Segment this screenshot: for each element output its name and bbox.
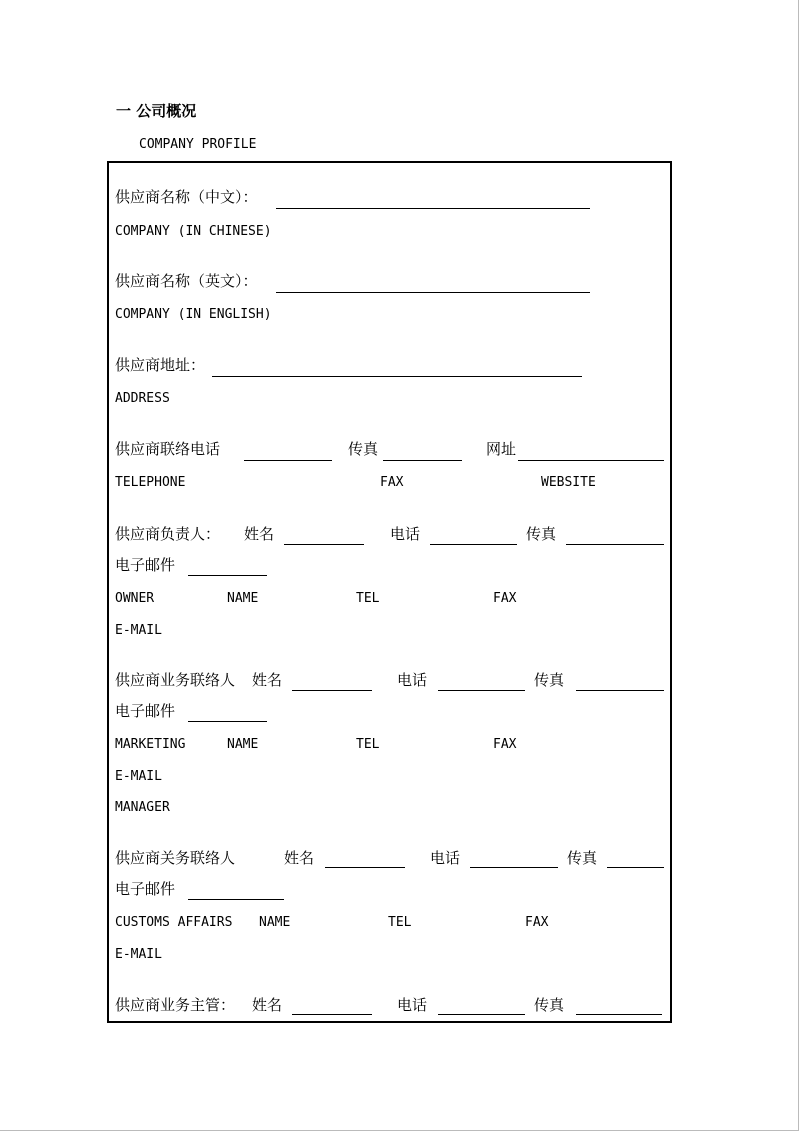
company-en-en-label: COMPANY (IN ENGLISH)	[115, 307, 272, 322]
owner-tel-label: 电话	[390, 525, 421, 543]
owner-fax-field[interactable]	[566, 544, 664, 545]
owner-name-en-label: NAME	[227, 591, 259, 606]
customs-tel-field[interactable]	[470, 867, 558, 868]
customs-email-label: 电子邮件	[115, 880, 176, 898]
company-en-field[interactable]	[276, 292, 590, 293]
marketing-fax-en-label: FAX	[493, 737, 517, 752]
owner-en-label: OWNER	[115, 591, 155, 606]
owner-name-label: 姓名	[244, 525, 275, 543]
supervisor-fax-label: 传真	[534, 996, 565, 1014]
marketing-name-field[interactable]	[292, 690, 372, 691]
owner-fax-en-label: FAX	[493, 591, 517, 606]
fax-field[interactable]	[383, 460, 462, 461]
telephone-en-label: TELEPHONE	[115, 475, 186, 490]
address-field[interactable]	[212, 376, 582, 377]
customs-fax-en-label: FAX	[525, 915, 549, 930]
marketing-label: 供应商业务联络人	[115, 671, 236, 689]
owner-email-label: 电子邮件	[115, 556, 176, 574]
company-profile-form	[107, 161, 672, 1023]
marketing-email-en-label: E-MAIL	[115, 769, 162, 784]
address-en-label: ADDRESS	[115, 391, 170, 406]
customs-tel-label: 电话	[430, 849, 461, 867]
customs-name-en-label: NAME	[259, 915, 291, 930]
section-title: 一 公司概况	[116, 102, 197, 120]
website-label: 网址	[486, 440, 517, 458]
company-en-label: 供应商名称（英文）：	[115, 272, 258, 290]
owner-fax-label: 传真	[526, 525, 557, 543]
owner-tel-field[interactable]	[430, 544, 517, 545]
supervisor-label: 供应商业务主管：	[115, 996, 236, 1014]
customs-email-field[interactable]	[188, 899, 284, 900]
supervisor-tel-field[interactable]	[438, 1014, 525, 1015]
company-cn-label: 供应商名称（中文）：	[115, 188, 258, 206]
marketing-name-en-label: NAME	[227, 737, 259, 752]
section-subtitle: COMPANY PROFILE	[139, 137, 257, 152]
marketing-en-label: MARKETING	[115, 737, 186, 752]
company-cn-en-label: COMPANY (IN CHINESE)	[115, 224, 272, 239]
owner-label: 供应商负责人：	[115, 525, 221, 543]
customs-email-en-label: E-MAIL	[115, 947, 162, 962]
customs-label: 供应商关务联络人	[115, 849, 236, 867]
customs-name-label: 姓名	[284, 849, 315, 867]
marketing-tel-field[interactable]	[438, 690, 525, 691]
marketing-name-label: 姓名	[252, 671, 283, 689]
customs-fax-label: 传真	[567, 849, 598, 867]
customs-name-field[interactable]	[325, 867, 405, 868]
supervisor-name-field[interactable]	[292, 1014, 372, 1015]
telephone-label: 供应商联络电话	[115, 440, 221, 458]
marketing-tel-label: 电话	[397, 671, 428, 689]
marketing-tel-en-label: TEL	[356, 737, 380, 752]
marketing-en-label-2: MANAGER	[115, 800, 170, 815]
marketing-fax-field[interactable]	[576, 690, 664, 691]
owner-name-field[interactable]	[284, 544, 364, 545]
company-cn-field[interactable]	[276, 208, 590, 209]
marketing-email-label: 电子邮件	[115, 702, 176, 720]
owner-email-en-label: E-MAIL	[115, 623, 162, 638]
fax-en-label: FAX	[380, 475, 404, 490]
customs-en-label: CUSTOMS AFFAIRS	[115, 915, 233, 930]
marketing-fax-label: 传真	[534, 671, 565, 689]
supervisor-tel-label: 电话	[397, 996, 428, 1014]
address-label: 供应商地址：	[115, 356, 206, 374]
website-field[interactable]	[518, 460, 664, 461]
marketing-email-field[interactable]	[188, 721, 267, 722]
telephone-field[interactable]	[244, 460, 332, 461]
fax-label: 传真	[348, 440, 379, 458]
customs-fax-field[interactable]	[607, 867, 664, 868]
supervisor-name-label: 姓名	[252, 996, 283, 1014]
website-en-label: WEBSITE	[541, 475, 596, 490]
owner-email-field[interactable]	[188, 575, 267, 576]
owner-tel-en-label: TEL	[356, 591, 380, 606]
supervisor-fax-field[interactable]	[576, 1014, 662, 1015]
customs-tel-en-label: TEL	[388, 915, 412, 930]
